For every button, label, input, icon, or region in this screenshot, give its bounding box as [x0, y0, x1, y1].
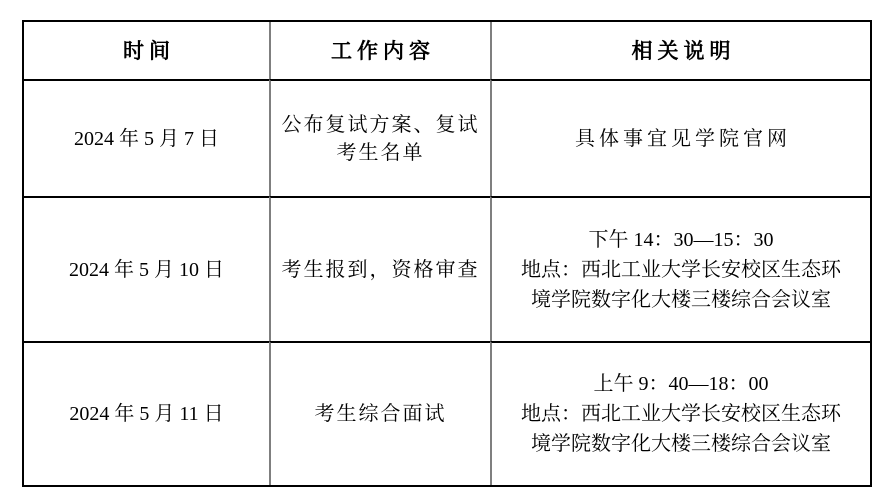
text-line: 境学院数字化大楼三楼综合会议室	[531, 433, 831, 455]
row1-time-cell: 2024 年 5 月 7 日	[24, 79, 269, 196]
row2-task-cell	[269, 196, 490, 341]
header-task: 工作内容	[269, 22, 490, 79]
row1-task-cell	[269, 79, 490, 196]
row2-time-cell: 2024 年 5 月 10 日	[24, 196, 269, 341]
text-line: 考生报到，资格审查	[281, 258, 480, 281]
text-line: 上午 9：40—18：00	[593, 373, 769, 395]
text-line: 下午 14：30—15：30	[588, 228, 774, 251]
text-line: 考生综合面试	[314, 403, 447, 425]
header-time: 时间	[123, 38, 175, 63]
text-line: 具体事宜见学院官网	[575, 127, 791, 150]
text-line: 公布复试方案、复试	[281, 113, 480, 136]
text-line: 地点：西北工业大学长安校区生态环	[521, 403, 841, 425]
row1-note-cell	[490, 79, 870, 196]
schedule-table	[22, 20, 872, 487]
text-line: 地点：西北工业大学长安校区生态环	[521, 258, 841, 281]
text-line: 考生名单	[336, 141, 425, 164]
row3-task-cell	[269, 341, 490, 485]
row2-note-cell	[490, 196, 870, 341]
row3-time-cell: 2024 年 5 月 11 日	[24, 341, 269, 485]
header-note: 相关说明	[490, 22, 870, 79]
text-line: 境学院数字化大楼三楼综合会议室	[531, 288, 831, 311]
row3-note-cell	[490, 341, 870, 485]
